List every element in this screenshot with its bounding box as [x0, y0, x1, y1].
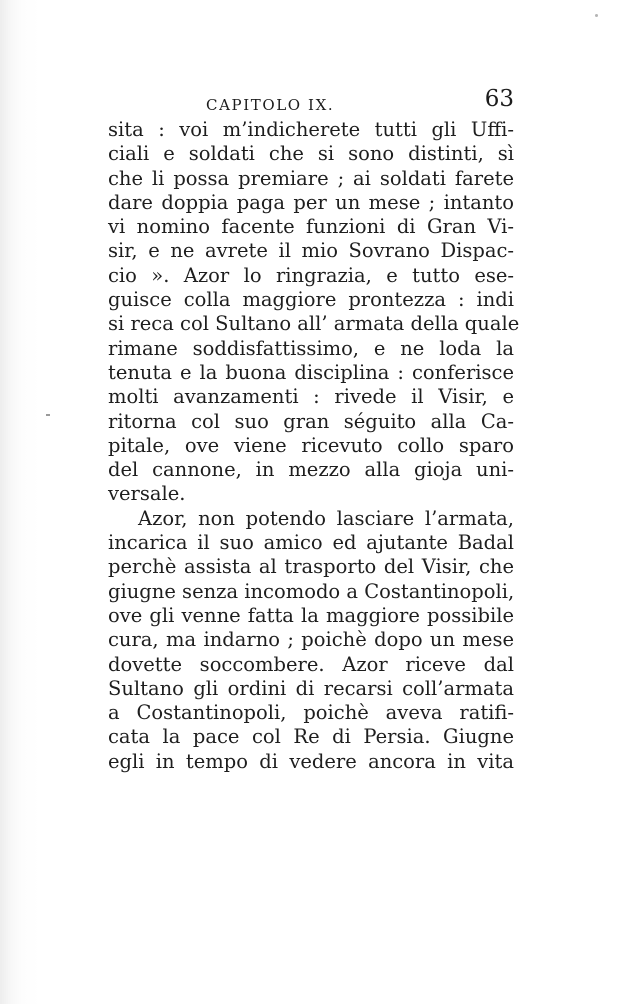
text-line: vi nomino facente funzioni di Gran Vi-: [108, 215, 514, 239]
text-line: incarica il suo amico ed ajutante Badal: [108, 531, 514, 555]
text-line: si reca col Sultano all’ armata della quale: [108, 312, 520, 336]
page-header: [108, 86, 514, 118]
text-line: cura, ma indarno ; poichè dopo un mese: [108, 628, 514, 652]
text-line: tenuta e la buona disciplina : conferisce: [108, 360, 514, 384]
text-line: Sultano gli ordini di recarsi coll’armata: [108, 676, 514, 700]
paragraph-end-line: versale.: [108, 482, 186, 506]
page-number: 63: [484, 86, 514, 112]
text-line: guisce colla maggiore prontezza : indi: [108, 288, 514, 312]
paper-speck: [595, 14, 598, 17]
text-line: dovette soccombere. Azor riceve dal: [108, 652, 514, 676]
text-line: a Costantinopoli, poichè aveva ratifi-: [108, 701, 514, 725]
text-line: cata la pace col Re di Persia. Giugne: [108, 725, 514, 749]
text-line: giugne senza incomodo a Costantinopoli,: [108, 579, 515, 603]
text-line: sita : voi m’indicherete tutti gli Uffi-: [108, 118, 514, 141]
text-line: cio ». Azor lo ringrazia, e tutto ese-: [108, 263, 514, 287]
text-line: ritorna col suo gran séguito alla Ca-: [108, 409, 514, 433]
body-text: [108, 118, 520, 774]
text-line: rimane soddisfattissimo, e ne loda la: [108, 336, 514, 360]
text-line: ciali e soldati che si sono distinti, sì: [108, 142, 514, 166]
running-title: CAPITOLO IX.: [206, 96, 335, 114]
text-line: perchè assista al trasporto del Visir, che: [108, 555, 514, 579]
paragraph-first-line: Azor, non potendo lasciare l’armata,: [138, 506, 514, 530]
text-line: ove gli venne fatta la maggiore possibile: [108, 603, 514, 627]
text-line: molti avanzamenti : rivede il Visir, e: [108, 385, 514, 409]
text-line: che li possa premiare ; ai soldati farete: [108, 166, 514, 190]
margin-mark: [46, 414, 50, 416]
text-line: del cannone, in mezzo alla gioja uni-: [108, 458, 514, 482]
text-line: dare doppia paga per un mese ; intanto: [108, 190, 514, 214]
text-line: egli in tempo di vedere ancora in vita: [108, 749, 514, 773]
text-line: pitale, ove viene ricevuto collo sparo: [108, 433, 514, 457]
text-line: sir, e ne avrete il mio Sovrano Dispac-: [108, 239, 514, 263]
